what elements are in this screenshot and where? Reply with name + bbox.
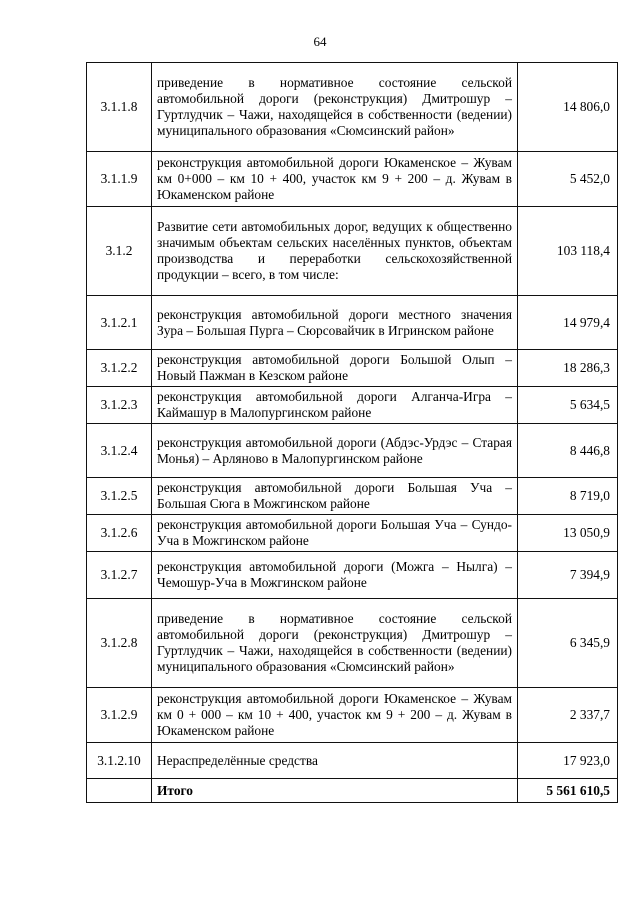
- row-amount: 2 337,7: [518, 688, 618, 743]
- row-amount: 6 345,9: [518, 599, 618, 688]
- row-description: приведение в нормативное состояние сельской автомобильной дороги (реконструкция) Дмитрошур – Гуртлудчик – Чажи, находящейся в собственности (ведении) муниципального образования «Сюмсинский район»: [152, 599, 518, 688]
- total-number: [87, 779, 152, 803]
- row-description: реконструкция автомобильной дороги (Абдэс-Урдэс – Старая Монья) – Арляново в Малопургинском районе: [152, 424, 518, 478]
- row-description: реконструкция автомобильной дороги Юкаменское – Жувам км 0 + 000 – км 10 + 400, участок км 9 + 200 – д. Жувам в Юкаменском районе: [152, 688, 518, 743]
- table-row: [87, 515, 618, 552]
- table-row: [87, 552, 618, 599]
- table-row: [87, 152, 618, 207]
- table-row: [87, 63, 618, 152]
- row-description: реконструкция автомобильной дороги Алганча-Игра – Каймашур в Малопургинском районе: [152, 387, 518, 424]
- row-number: 3.1.2.9: [87, 688, 152, 743]
- total-label: Итого: [152, 779, 518, 803]
- row-number: 3.1.2.6: [87, 515, 152, 552]
- row-number: 3.1.2.7: [87, 552, 152, 599]
- row-amount: 5 452,0: [518, 152, 618, 207]
- row-number: 3.1.2.2: [87, 350, 152, 387]
- row-amount: 5 634,5: [518, 387, 618, 424]
- row-description: Развитие сети автомобильных дорог, ведущих к общественно значимым объектам сельских населённых пунктов, объектам производства и переработки сельскохозяйственной продукции – всего, в том числе:: [152, 207, 518, 296]
- table-row: [87, 296, 618, 350]
- row-amount: 7 394,9: [518, 552, 618, 599]
- row-number: 3.1.2: [87, 207, 152, 296]
- row-description: реконструкция автомобильной дороги (Можга – Нылга) – Чемошур-Уча в Можгинском районе: [152, 552, 518, 599]
- page-number: 64: [313, 34, 327, 49]
- table-row: [87, 599, 618, 688]
- row-number: 3.1.2.8: [87, 599, 152, 688]
- table-row: [87, 350, 618, 387]
- row-amount: 13 050,9: [518, 515, 618, 552]
- row-amount: 8 719,0: [518, 478, 618, 515]
- row-description: реконструкция автомобильной дороги Большая Уча – Сундо-Уча в Можгинском районе: [152, 515, 518, 552]
- table-row: [87, 424, 618, 478]
- row-description: реконструкция автомобильной дороги Юкаменское – Жувам км 0+000 – км 10 + 400, участок км 9 + 200 – д. Жувам в Юкаменском районе: [152, 152, 518, 207]
- row-description: приведение в нормативное состояние сельской автомобильной дороги (реконструкция) Дмитрошур – Гуртлудчик – Чажи, находящейся в собственности (ведении) муниципального образования «Сюмсинский район»: [152, 63, 518, 152]
- total-amount: 5 561 610,5: [518, 779, 618, 803]
- row-amount: 18 286,3: [518, 350, 618, 387]
- row-description: Нераспределённые средства: [152, 743, 518, 779]
- row-number: 3.1.2.4: [87, 424, 152, 478]
- row-description: реконструкция автомобильной дороги местного значения Зура – Большая Пурга – Сюрсовайчик в Игринском районе: [152, 296, 518, 350]
- row-number: 3.1.2.3: [87, 387, 152, 424]
- budget-table: [86, 62, 618, 803]
- row-number: 3.1.1.9: [87, 152, 152, 207]
- table-row: [87, 387, 618, 424]
- row-description: реконструкция автомобильной дороги Большой Олып – Новый Пажман в Кезском районе: [152, 350, 518, 387]
- row-amount: 103 118,4: [518, 207, 618, 296]
- table-row: [87, 743, 618, 779]
- row-number: 3.1.2.10: [87, 743, 152, 779]
- row-description: реконструкция автомобильной дороги Большая Уча – Большая Сюга в Можгинском районе: [152, 478, 518, 515]
- table-row: [87, 478, 618, 515]
- table-row: [87, 688, 618, 743]
- table-row: [87, 207, 618, 296]
- row-amount: 14 806,0: [518, 63, 618, 152]
- row-amount: 14 979,4: [518, 296, 618, 350]
- row-number: 3.1.1.8: [87, 63, 152, 152]
- total-row: [87, 779, 618, 803]
- row-number: 3.1.2.1: [87, 296, 152, 350]
- row-amount: 8 446,8: [518, 424, 618, 478]
- row-amount: 17 923,0: [518, 743, 618, 779]
- row-number: 3.1.2.5: [87, 478, 152, 515]
